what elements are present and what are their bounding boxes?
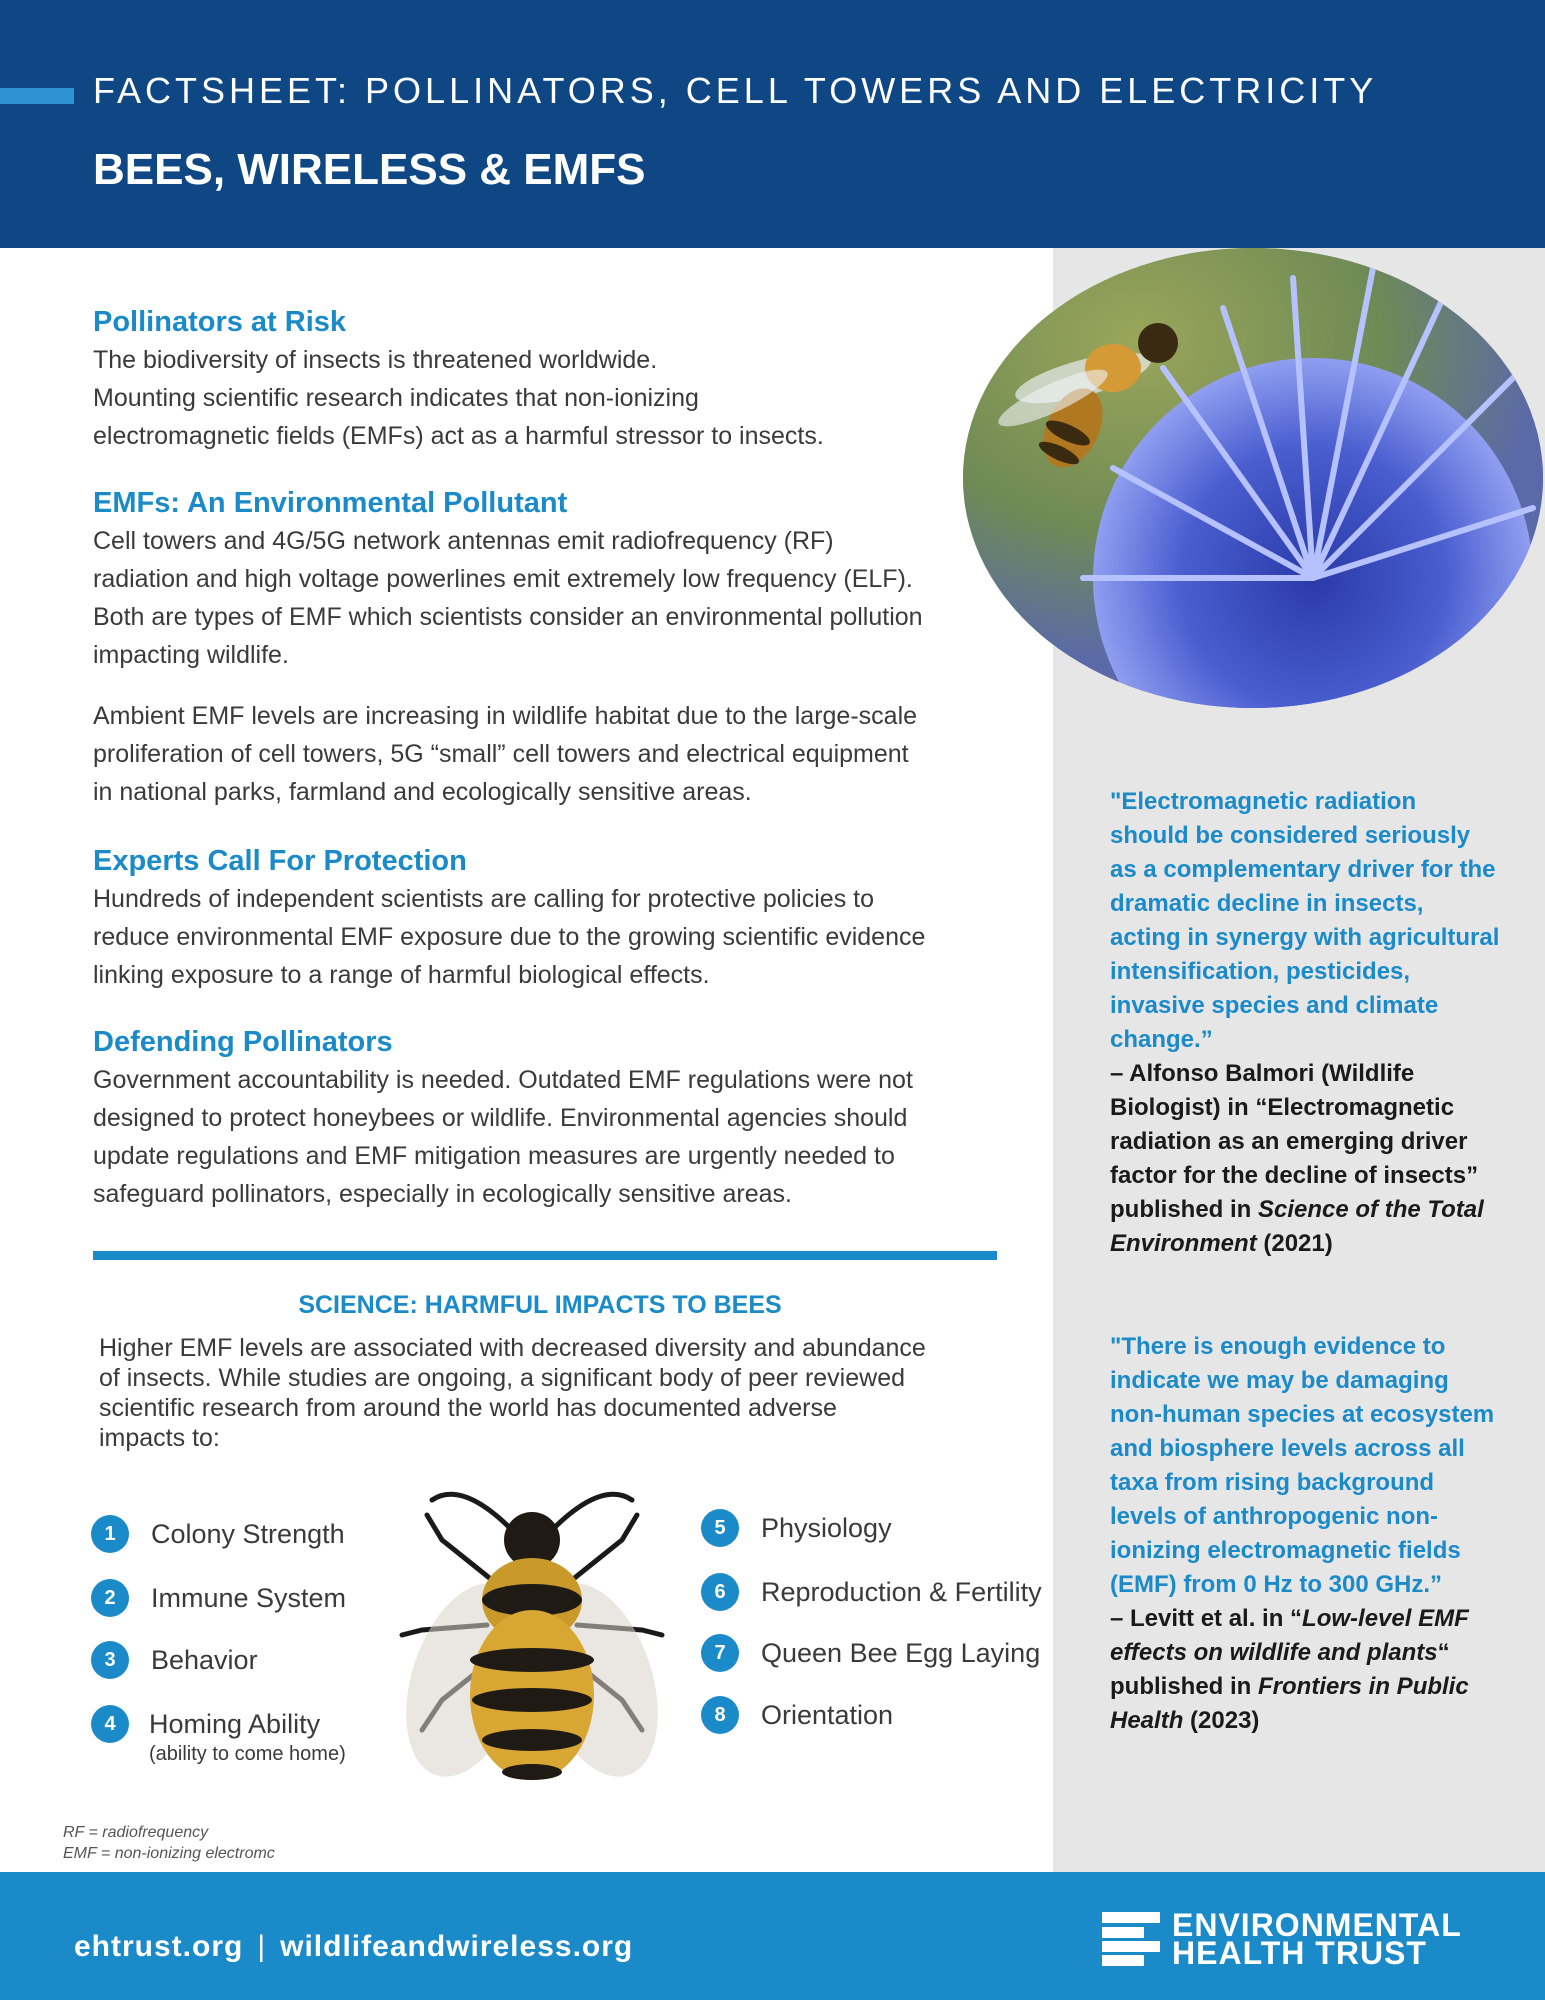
impact-number-badge: 6 (701, 1573, 739, 1611)
impact-label: Colony Strength (151, 1519, 345, 1549)
paragraph-line: safeguard pollinators, especially in ecologically sensitive areas. (93, 1180, 792, 1208)
attribution-text: “ published in (1110, 1639, 1450, 1700)
section-heading: Defending Pollinators (93, 1026, 393, 1058)
impact-number-badge: 2 (91, 1579, 129, 1617)
paragraph-line: reduce environmental EMF exposure due to the growing scientific evidence (93, 923, 926, 951)
paragraph-line: The biodiversity of insects is threatened worldwide. (93, 346, 658, 374)
bumblebee-illustration (372, 1460, 692, 1800)
section-experts-call (93, 842, 1033, 994)
quote-levitt (1110, 1330, 1500, 1738)
impact-number-badge: 3 (91, 1641, 129, 1679)
bee-on-flower-photo (963, 248, 1543, 708)
impact-label: Queen Bee Egg Laying (761, 1638, 1041, 1668)
logo-line: HEALTH TRUST (1172, 1935, 1427, 1971)
attribution-text: – Levitt et al. in “ (1110, 1605, 1303, 1632)
header-accent-bar (0, 88, 74, 104)
impact-label-group (149, 1705, 346, 1765)
attribution-year: (2023) (1183, 1707, 1260, 1734)
quote-attribution (1110, 1602, 1500, 1738)
footnote-rf: RF = radiofrequency (63, 1824, 209, 1841)
paragraph-line: Cell towers and 4G/5G network antennas emit radiofrequency (RF) (93, 527, 834, 555)
paragraph-line: radiation and high voltage powerlines emit extremely low frequency (ELF). (93, 565, 913, 593)
section-emf-pollutant (93, 484, 1033, 811)
section-pollinators-at-risk (93, 303, 1033, 455)
impact-label: Immune System (151, 1583, 347, 1613)
section-divider (93, 1251, 997, 1260)
paragraph-line: in national parks, farmland and ecologically sensitive areas. (93, 778, 752, 806)
footer-link-wildlife[interactable]: wildlifeandwireless.org (280, 1930, 634, 1963)
paragraph-line: Both are types of EMF which scientists consider an environmental pollution (93, 603, 923, 631)
paragraph-line: electromagnetic fields (EMFs) act as a harmful stressor to insects. (93, 422, 824, 450)
impact-item-colony-strength (91, 1515, 345, 1553)
impact-item-orientation (701, 1696, 893, 1734)
logo-text (1172, 1907, 1462, 1971)
science-line: Higher EMF levels are associated with decreased diversity and abundance (99, 1334, 926, 1362)
impact-number-badge: 8 (701, 1696, 739, 1734)
science-line: impacts to: (99, 1424, 220, 1452)
impact-number-badge: 1 (91, 1515, 129, 1553)
footnote-emf: EMF = non-ionizing electromc (63, 1845, 275, 1862)
impact-label: Reproduction & Fertility (761, 1577, 1042, 1607)
impact-sublabel: (ability to come home) (149, 1743, 346, 1765)
footer-separator: | (257, 1930, 267, 1963)
paragraph-line: Government accountability is needed. Outdated EMF regulations were not (93, 1066, 913, 1094)
impact-label: Homing Ability (149, 1709, 321, 1739)
section-heading: Experts Call For Protection (93, 845, 467, 877)
science-intro (99, 1333, 999, 1453)
quote-balmori (1110, 785, 1500, 1261)
footer-links (74, 1930, 633, 1964)
attribution-year: (2021) (1256, 1230, 1333, 1257)
section-heading: EMFs: An Environmental Pollutant (93, 487, 568, 519)
impact-number-badge: 4 (91, 1705, 129, 1743)
quote-attribution (1110, 1057, 1500, 1261)
paragraph-line: Hundreds of independent scientists are calling for protective policies to (93, 885, 874, 913)
header-kicker: FACTSHEET: POLLINATORS, CELL TOWERS AND ELECTRICITY (93, 70, 1378, 111)
paragraph-line: linking exposure to a range of harmful biological effects. (93, 961, 710, 989)
section-defending-pollinators (93, 1023, 1033, 1213)
paragraph-line: proliferation of cell towers, 5G “small” cell towers and electrical equipment (93, 740, 909, 768)
science-title: SCIENCE: HARMFUL IMPACTS TO BEES (298, 1291, 782, 1319)
logo-line: ENVIRONMENTAL (1172, 1907, 1462, 1943)
logo-mark-icon (1102, 1912, 1160, 1966)
ehtrust-logo (1102, 1908, 1462, 1970)
impact-label: Orientation (761, 1700, 894, 1730)
impact-item-queen-egg-laying (701, 1634, 1040, 1672)
paragraph-line: impacting wildlife. (93, 641, 289, 669)
page-title: BEES, WIRELESS & EMFS (93, 145, 646, 194)
quote-text: "There is enough evidence to indicate we may be damaging non-human species at ecosystem and biosphere levels across all taxa from rising background levels of anthropogenic non-ionizing electromagnetic fields (EMF) from 0 Hz to 300 GHz.” (1110, 1333, 1495, 1598)
science-line: scientific research from around the world has documented adverse (99, 1394, 837, 1422)
impact-number-badge: 5 (701, 1509, 739, 1547)
journal-title: Science of the Total Environment (1110, 1196, 1484, 1257)
paragraph-line: update regulations and EMF mitigation measures are urgently needed to (93, 1142, 895, 1170)
impact-item-immune-system (91, 1579, 346, 1617)
paragraph-line: designed to protect honeybees or wildlife. Environmental agencies should (93, 1104, 908, 1132)
article-title: Low-level EMF effects on wildlife and plants (1110, 1605, 1469, 1666)
attribution-text: – Alfonso Balmori (Wildlife Biologist) in “Electromagnetic radiation as an emerging driver factor for the decline of insects” published in (1110, 1060, 1479, 1223)
impact-item-reproduction (701, 1573, 1042, 1611)
paragraph-line: Ambient EMF levels are increasing in wildlife habitat due to the large-scale (93, 702, 918, 730)
footer-link-ehtrust[interactable]: ehtrust.org (74, 1930, 244, 1963)
impact-label: Physiology (761, 1513, 892, 1543)
impact-item-behavior (91, 1641, 258, 1679)
impact-number-badge: 7 (701, 1634, 739, 1672)
impact-item-physiology (701, 1509, 892, 1547)
section-heading: Pollinators at Risk (93, 306, 347, 338)
quote-text: "Electromagnetic radiation should be considered seriously as a complementary driver for the dramatic decline in insects, acting in synergy with agricultural intensification, pesticides, invasive species and climate change.” (1110, 788, 1500, 1053)
header-banner (0, 0, 1545, 248)
impact-label: Behavior (151, 1645, 258, 1675)
journal-title: Frontiers in Public Health (1110, 1673, 1469, 1734)
impact-item-homing-ability (91, 1705, 346, 1765)
science-line: of insects. While studies are ongoing, a significant body of peer reviewed (99, 1364, 906, 1392)
paragraph-line: Mounting scientific research indicates that non-ionizing (93, 384, 699, 412)
